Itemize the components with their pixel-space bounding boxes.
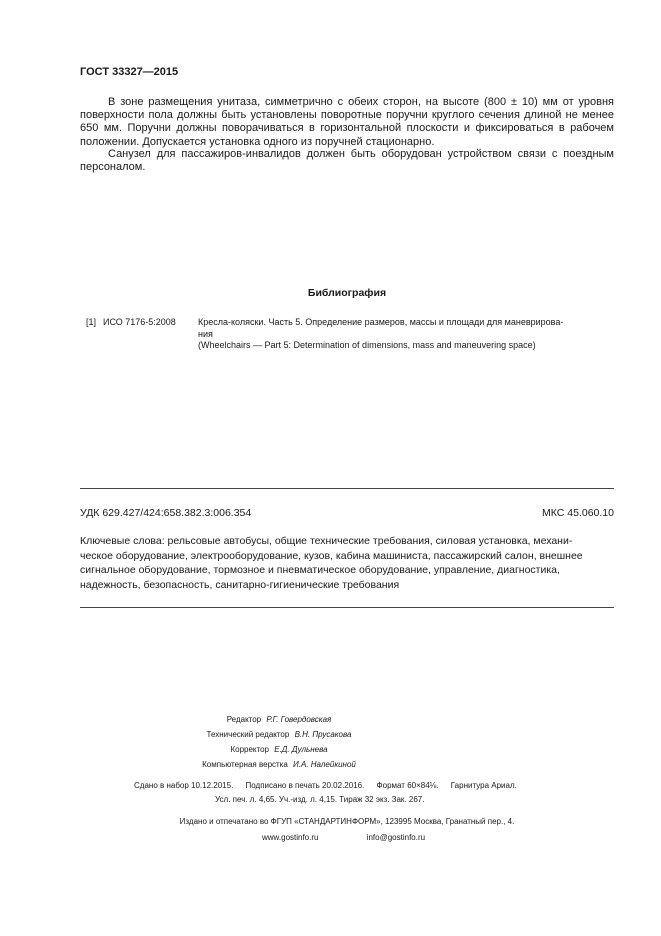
reference-line: Кресла-коляски. Часть 5. Определение размеров, массы и площади для маневрирова- [198, 317, 564, 327]
print-info-line-2: Усл. печ. л. 4,65. Уч.-изд. л. 4,15. Тираж 32 экз. Зак. 267. [215, 795, 425, 804]
divider-top [80, 488, 614, 489]
publisher-contacts [262, 833, 425, 842]
reference-description [198, 317, 610, 352]
credit-layout [145, 760, 413, 769]
credit-role: Редактор [226, 715, 262, 724]
credit-person: В.Н. Прусакова [294, 730, 352, 739]
email-link[interactable]: info@gostinfo.ru [366, 833, 426, 842]
print-info-line-1 [134, 781, 517, 790]
credit-proofreader [145, 745, 413, 754]
paragraph-line: Санузел для пассажиров-инвалидов должен быть оборудован устройством связи с поездным [108, 148, 614, 160]
reference-number: [1] [86, 317, 97, 327]
print-format: Формат 60×84⅛. [376, 781, 439, 790]
mks-code: МКС 45.060.10 [542, 507, 614, 519]
credit-person: И.А. Налейкиной [293, 760, 356, 769]
paragraph-line: В зоне размещения унитаза, симметрично с обеих сторон, на высоте (800 ± 10) мм от уровня [108, 96, 614, 108]
paragraph-line: 650 мм. Поручни должны поворачиваться в горизонтальной плоскости и фиксироваться в рабочем [80, 122, 614, 135]
paragraph-communication [80, 148, 614, 174]
credit-role: Корректор [230, 745, 269, 754]
credit-person: Р.Г. Говердовская [266, 715, 332, 724]
credit-role: Компьютерная верстка [202, 760, 288, 769]
publisher-info: Издано и отпечатано во ФГУП «СТАНДАРТИНФОРМ», 123995 Москва, Гранатный пер., 4. [179, 817, 515, 826]
website-link[interactable]: www.gostinfo.ru [262, 833, 319, 842]
paragraph-line: поверхности пола должны быть установлены поворотные поручни круглого сечения длиной не менее [80, 109, 614, 122]
keywords-block [80, 534, 614, 592]
reference-line: ния [198, 328, 213, 339]
print-signed: Подписано в печать 20.02.2016. [245, 781, 365, 790]
keywords-line: сигнальное оборудование, тормозное и пневматическое оборудование, управление, диагностика, [80, 564, 560, 576]
keywords-line: ческое оборудование, электрооборудование, кузов, кабина машиниста, пассажирский салон, внешнее [80, 549, 583, 562]
paragraph-line: положении. Допускается установка одного из поручней стационарно. [80, 135, 435, 148]
paragraph-line: персоналом. [80, 161, 146, 174]
paragraph-handrails [80, 96, 614, 149]
credit-role: Технический редактор [206, 730, 290, 739]
keywords-line: надежность, безопасность, санитарно-гигиенические требования [80, 578, 400, 591]
document-number: ГОСТ 33327—2015 [80, 66, 179, 78]
divider-bottom [80, 607, 614, 608]
credit-editor [145, 715, 413, 724]
reference-line: (Wheelchairs — Part 5: Determination of dimensions, mass and maneuvering space) [198, 340, 536, 350]
credit-person: Е.Д. Дульнева [274, 745, 328, 754]
print-typeface: Гарнитура Ариал. [450, 781, 517, 790]
credit-tech-editor [145, 730, 413, 739]
udk-code: УДК 629.427/424:658.382.3:006.354 [80, 507, 252, 519]
keywords-line: Ключевые слова: рельсовые автобусы, общие технические требования, силовая установка, механи- [80, 535, 573, 547]
bibliography-title: Библиография [307, 287, 387, 299]
reference-standard: ИСО 7176-5:2008 [103, 317, 176, 327]
print-submitted: Сдано в набор 10.12.2015. [134, 781, 234, 790]
